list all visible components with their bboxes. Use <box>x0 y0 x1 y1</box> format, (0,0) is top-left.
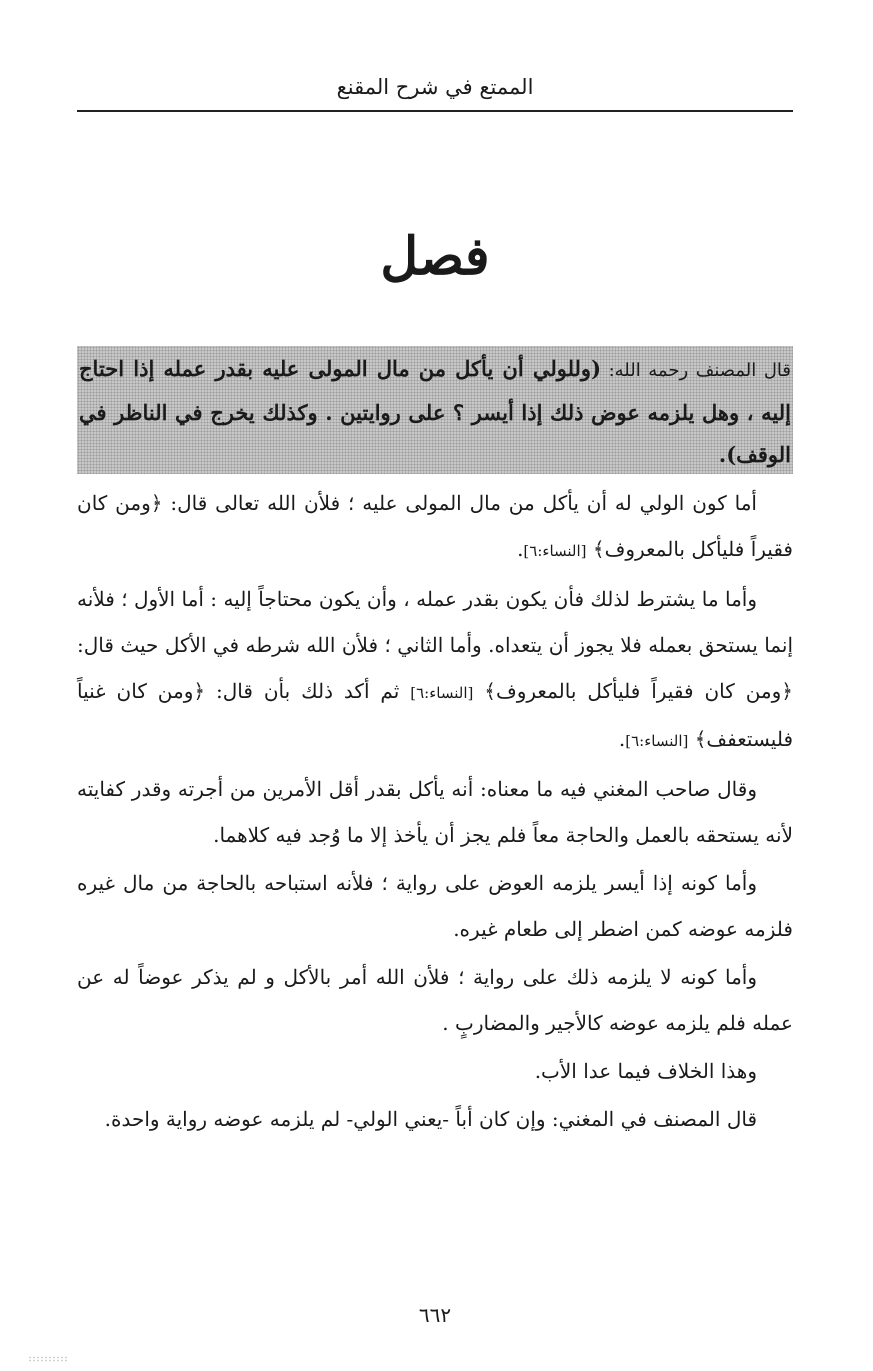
scan-speck <box>28 1356 68 1362</box>
paragraph: قال المصنف في المغني: وإن كان أباً -يعني الولي- لم يلزمه عوضه رواية واحدة. <box>104 1107 757 1131</box>
paragraph: وقال صاحب المغني فيه ما معناه: أنه يأكل بقدر أقل الأمرين من أجرته وقدر كفايته لأنه يستحقه بالعمل والحاجة معاً فلم يجز أن يأخذ إلا ما وُجد فيه كلاهما. <box>77 777 793 847</box>
section-title: فصل <box>380 226 490 287</box>
paragraph: وأما كونه لا يلزمه ذلك على رواية ؛ فلأن الله أمر بالأكل و لم يذكر عوضاً له عن عمله فلم يلزمه عوضه كالأجير والمضاربٍ . <box>77 965 793 1035</box>
quran-reference: [النساء:٦] <box>410 684 474 702</box>
paragraph-text: . <box>618 727 626 751</box>
quran-reference: [النساء:٦] <box>625 732 689 750</box>
matn-highlight-box <box>77 346 793 474</box>
paragraph-text: ثم أكد ذلك بأن قال: ﴿ومن كان غنياً فليستعفف﴾ <box>77 679 793 751</box>
paragraph <box>77 480 793 574</box>
matn-text: (وللولي أن يأكل من مال المولى عليه بقدر عمله إذا احتاج إليه ، وهل يلزمه عوض ذلك إذا أيسر ؟ على روايتين . وكذلك يخرج في الناظر في الوقف). <box>79 356 791 467</box>
paragraph: وهذا الخلاف فيما عدا الأب. <box>534 1059 757 1083</box>
paragraph-text: . <box>517 537 524 561</box>
running-header: الممتع في شرح المقنع <box>336 75 534 99</box>
header-rule <box>77 110 793 112</box>
paragraph: وأما كونه إذا أيسر يلزمه العوض على رواية ؛ فلأنه استباحه بالحاجة من مال غيره فلزمه عوضه كمن اضطر إلى طعام غيره. <box>77 871 793 941</box>
commentary-body <box>77 480 793 1144</box>
paragraph-text: أما كون الولي له أن يأكل من مال المولى عليه ؛ فلأن الله تعالى قال: ﴿ومن كان فقيراً فليأكل بالمعروف﴾ <box>77 491 793 561</box>
paragraph-text: وأما ما يشترط لذلك فأن يكون بقدر عمله ، وأن يكون محتاجاً إليه : أما الأول ؛ فلأنه إنما يستحق بعمله فلا يجوز أن يتعداه. وأما الثاني ؛ فلأن الله شرطه في الأكل حيث قال: ﴿ومن كان فقيراً فليأكل بالمعروف﴾ <box>77 587 794 703</box>
matn-intro: قال المصنف رحمه الله: <box>601 360 792 381</box>
page-number: ٦٦٢ <box>418 1303 452 1327</box>
paragraph <box>77 576 793 764</box>
quran-reference: [النساء:٦] <box>523 542 587 560</box>
